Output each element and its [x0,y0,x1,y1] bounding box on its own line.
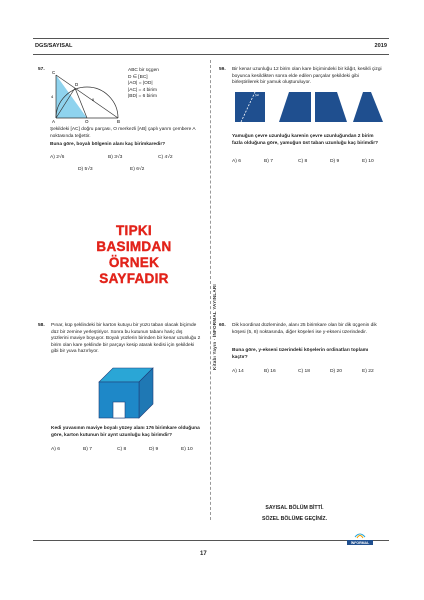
q59-question: Yamuğun çevre uzunluğu karenin çevre uzunluğundan 2 birim fazla olduğuna göre, yamuğun üst taban uzunluğu kaç birimdir? [232,134,379,146]
label-D: D [75,82,79,87]
label-B: B [117,119,121,124]
option[interactable]: A) 2√6 [50,155,65,160]
question-number: 58. [38,323,45,328]
label-4: 4 [51,94,54,99]
piece-1 [279,92,311,122]
question-number: 60. [219,323,226,328]
q57-figure [48,68,126,124]
svg-text:✂: ✂ [255,93,260,99]
label-A: A [52,119,56,124]
q58-question: Kedi yuvasının maviye boyalı yüzey alanı 176 birimkare olduğuna göre, karton kutunun bir ayrıt uzunluğu kaç birimdir? [51,426,200,438]
given-line: |AC| = 4 birim [128,87,158,93]
q57-given [128,68,198,101]
option[interactable]: C) 18 [298,369,310,374]
option[interactable]: E) 22 [362,369,374,374]
q59-figure [233,88,385,124]
given-line: |BD| = 6 birim [128,94,158,100]
option[interactable]: B) 16 [264,369,276,374]
option[interactable]: C) 4√2 [158,155,173,160]
q58-text: Pınar, küp şeklindeki bir karton kutuyu bir yüzü taban olacak biçimde düz bir zemine yerleştiriyor. Sonra bu kutunun tabanı hariç dış yüzlerini maviye boyuyor. Boyalı yüzlerin birinden bir kenar uzunluğu 2 birim olan kare şeklinde bir parçayı kesip atarak kedisi için şekildeki gibi bir yuva hazırlıyor. [51,323,201,355]
shaded-region [56,75,87,118]
q60-options [232,369,382,377]
given-line: D ∈ [BC] [128,74,148,80]
stamp-line: ÖRNEK SAYFADIR [99,255,169,286]
q59-text: Bir kenar uzunluğu 12 birim olan kare biçimindeki bir kâğıt, kesikli çizgi boyunca kesildikten sonra elde edilen parçalar şekildeki gibi birleştirilerek bir yamuk oluşturuluyor. [232,67,382,86]
publisher-logo [345,531,375,546]
header-right: 2019 [374,43,387,49]
option[interactable]: B) 7 [264,159,273,164]
label-O: O [85,119,89,124]
piece-2 [315,92,347,122]
cut-out-door [113,402,125,418]
q57-question: Buna göre, boyalı bölgenin alanı kaç birimkaredir? [50,142,166,147]
logo-icon [345,531,375,546]
stamp-line: TIPKI BASIMDAN [96,223,172,254]
sample-stamp [91,223,177,286]
section-end-message [262,503,327,525]
option[interactable]: D) 20 [330,369,342,374]
label-6: 6 [92,97,95,102]
q58-figure [97,364,159,420]
option[interactable]: E) 6√2 [130,167,145,172]
option[interactable]: A) 6 [51,447,60,452]
question-number: 57. [38,67,45,72]
trapezoid [353,92,383,122]
end-line: SÖZEL BÖLÜME GEÇİNİZ. [262,516,328,522]
option[interactable]: A) 14 [232,369,244,374]
q60-question: Buna göre, y-ekseni üzerindeki köşelerin ordinatları toplamı kaçtır? [232,348,369,360]
header-left: DGS/SAYISAL [35,43,73,49]
option[interactable]: E) 10 [181,447,193,452]
given-line: ABC bir üçgen [128,68,159,73]
question-number: 59. [219,67,226,72]
q58-options [51,447,201,455]
q57-options [50,155,200,175]
q57-text: Şekildeki [AC] doğru parçası, O merkezli [AB] çaplı yarım çembere A noktasında teğettir. [50,127,196,139]
option[interactable]: D) 9 [149,447,159,452]
square-paper [235,92,265,122]
page-number: 17 [200,551,207,557]
vertical-brand [200,230,216,390]
logo-text: İNFORMAL [350,541,370,545]
q59-options [232,159,382,167]
vertical-brand-text: Kitabı Yayın · İNFORMAL YAYINLARI [212,284,217,370]
q60-text: Dik koordinat düzleminde, alanı 25 birimkare olan bir dik üçgenin dik köşesi (5, 8) noktasında, diğer köşeleri ise y-ekseni üzerindedir. [232,323,377,335]
option[interactable]: A) 6 [232,159,241,164]
option[interactable]: E) 10 [362,159,374,164]
option[interactable]: B) 7 [83,447,92,452]
option[interactable]: D) 5√3 [78,167,93,172]
end-line: SAYISAL BÖLÜM BİTTİ. [265,505,324,511]
option[interactable]: B) 3√3 [108,155,123,160]
given-line: |AO| = |OD| [128,81,153,87]
option[interactable]: C) 8 [117,447,127,452]
footer-rule [33,540,389,541]
page-header [33,38,389,55]
option[interactable]: D) 9 [330,159,340,164]
option[interactable]: C) 8 [298,159,308,164]
label-C: C [52,70,56,75]
